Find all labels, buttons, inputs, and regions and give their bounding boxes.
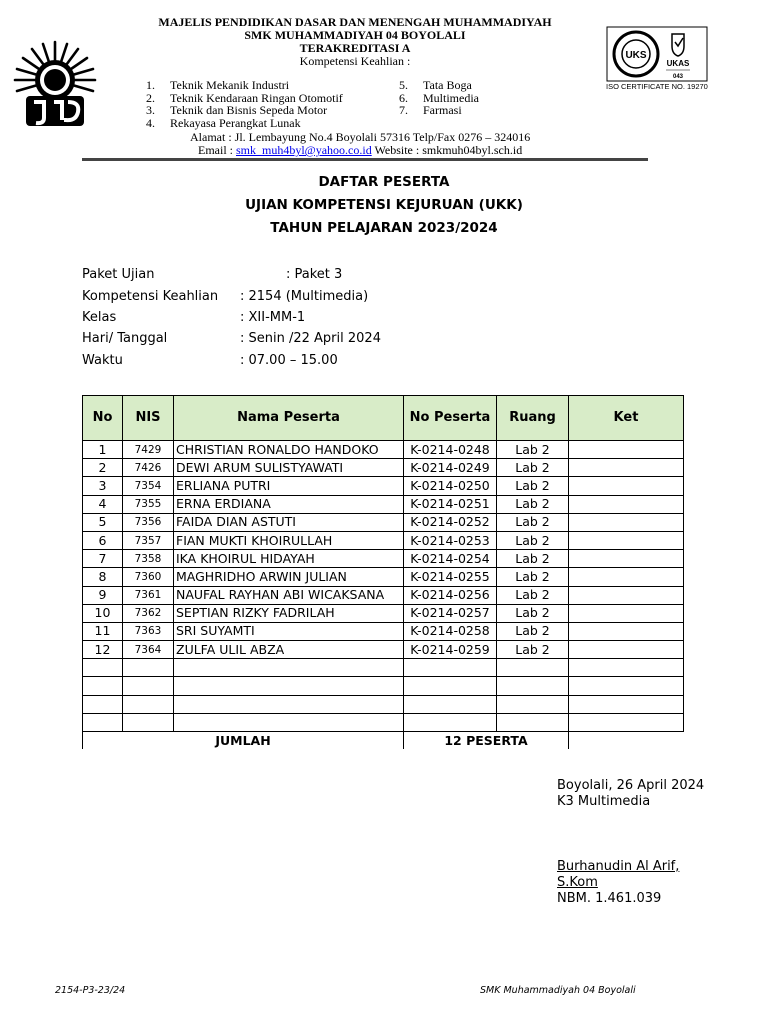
table-row [83,477,684,495]
empty-cell [174,659,404,677]
program-item: 7. Farmasi [399,103,462,117]
row-nama: FIAN MUKTI KHOIRULLAH [174,531,404,549]
row-no-peserta: K-0214-0252 [404,513,497,531]
row-ket [569,531,684,549]
iso-certification-badge [606,26,708,82]
row-no-peserta: K-0214-0254 [404,550,497,568]
time-label: Waktu [82,353,123,368]
row-no: 7 [83,550,123,568]
accreditation: TERAKREDITASI A [299,41,411,55]
empty-cell [569,713,684,731]
row-no: 2 [83,459,123,477]
col-header-nis: NIS [123,396,174,441]
program-item: 5. Tata Boga [399,78,472,92]
empty-cell [83,695,123,713]
row-nis: 7357 [123,531,174,549]
empty-cell [404,659,497,677]
empty-cell [123,713,174,731]
empty-cell [123,695,174,713]
row-ruang: Lab 2 [497,604,569,622]
table-row [83,586,684,604]
table-row [83,459,684,477]
program-item: 1. Teknik Mekanik Industri [146,78,290,92]
row-no-peserta: K-0214-0256 [404,586,497,604]
table-row [83,568,684,586]
kompetensi-label: Kompetensi Keahlian [82,289,219,304]
row-ket [569,550,684,568]
table-row [83,531,684,549]
row-nis: 7363 [123,622,174,640]
row-ket [569,441,684,459]
empty-cell [497,695,569,713]
row-no-peserta: K-0214-0250 [404,477,497,495]
org-name: MAJELIS PENDIDIKAN DASAR DAN MENENGAH MUHAMMADIYAH [158,15,552,29]
row-nama: FAIDA DIAN ASTUTI [174,513,404,531]
empty-cell [497,677,569,695]
paket-label: Paket Ujian [82,267,155,282]
col-header-no: No [83,396,123,441]
row-ket [569,641,684,659]
date-value: : Senin /22 April 2024 [240,331,381,346]
empty-cell [174,677,404,695]
row-no-peserta: K-0214-0251 [404,495,497,513]
row-no-peserta: K-0214-0253 [404,531,497,549]
programs-right-list [399,79,479,117]
ukas-label: UKAS [666,59,690,68]
program-item: 4. Rekayasa Perangkat Lunak [146,115,301,130]
row-nis: 7362 [123,604,174,622]
row-nis: 7356 [123,513,174,531]
row-ruang: Lab 2 [497,513,569,531]
empty-table-row [83,659,684,677]
signature-name: Burhanudin Al Arif, [557,859,680,874]
school-address: Alamat : Jl. Lembayung No.4 Boyolali 57316 Telp/Fax 0276 – 324016 [190,130,531,144]
row-nama: ERLIANA PUTRI [174,477,404,495]
row-no-peserta: K-0214-0255 [404,568,497,586]
row-ket [569,477,684,495]
row-nama: ZULFA ULIL ABZA [174,641,404,659]
row-no-peserta: K-0214-0258 [404,622,497,640]
school-contact: Email : smk_muh4byl@yahoo.co.id Website : smkmuh04byl.sch.id [198,143,523,157]
row-nis: 7364 [123,641,174,659]
empty-cell [174,713,404,731]
row-ruang: Lab 2 [497,550,569,568]
row-no: 9 [83,586,123,604]
table-header-row [83,396,684,441]
program-item: 3. Teknik dan Bisnis Sepeda Motor [146,103,328,117]
row-ruang: Lab 2 [497,568,569,586]
empty-cell [569,695,684,713]
row-no: 6 [83,531,123,549]
row-nama: SEPTIAN RIZKY FADRILAH [174,604,404,622]
program-item: 6. Multimedia [399,90,479,105]
col-header-nama: Nama Peserta [174,396,404,441]
signature-nbm: NBM. 1.461.039 [557,891,662,906]
empty-cell [123,677,174,695]
empty-cell [123,659,174,677]
row-no-peserta: K-0214-0259 [404,641,497,659]
email-link[interactable]: smk_muh4byl@yahoo.co.id [236,143,372,157]
signature-place-date: Boyolali, 26 April 2024 [557,778,705,793]
row-ruang: Lab 2 [497,459,569,477]
row-nis: 7360 [123,568,174,586]
row-ruang: Lab 2 [497,531,569,549]
table-row [83,513,684,531]
doc-year: TAHUN PELAJARAN 2023/2024 [270,220,498,236]
row-nama: MAGHRIDHO ARWIN JULIAN [174,568,404,586]
row-ket [569,513,684,531]
row-nama: DEWI ARUM SULISTYAWATI [174,459,404,477]
row-ruang: Lab 2 [497,586,569,604]
total-row [83,732,684,750]
kompetensi-value: : 2154 (Multimedia) [240,289,369,304]
row-ruang: Lab 2 [497,622,569,640]
programs-left-list [146,79,343,129]
row-no-peserta: K-0214-0248 [404,441,497,459]
doc-subtitle: UJIAN KOMPETENSI KEJURUAN (UKK) [245,197,523,213]
empty-cell [404,695,497,713]
website-text: smkmuh04byl.sch.id [422,143,523,157]
table-body [83,441,684,750]
participants-table [82,395,684,749]
row-no-peserta: K-0214-0249 [404,459,497,477]
empty-cell [404,677,497,695]
school-name: SMK MUHAMMADIYAH 04 BOYOLALI [244,28,466,42]
table-row [83,641,684,659]
empty-cell [83,659,123,677]
row-nama: CHRISTIAN RONALDO HANDOKO [174,441,404,459]
empty-cell [404,713,497,731]
table-row [83,495,684,513]
table-row [83,441,684,459]
kelas-label: Kelas [82,310,117,325]
row-nis: 7358 [123,550,174,568]
empty-cell [83,677,123,695]
row-ruang: Lab 2 [497,495,569,513]
col-header-no-peserta: No Peserta [404,396,497,441]
total-label: JUMLAH [83,732,404,750]
empty-cell [497,659,569,677]
row-nama: SRI SUYAMTI [174,622,404,640]
table-row [83,622,684,640]
signature-degree: S.Kom [557,875,598,890]
header-divider [82,158,648,161]
row-no-peserta: K-0214-0257 [404,604,497,622]
row-nis: 7361 [123,586,174,604]
row-no: 4 [83,495,123,513]
program-item: 2. Teknik Kendaraan Ringan Otomotif [146,90,343,105]
row-no: 1 [83,441,123,459]
row-nama: IKA KHOIRUL HIDAYAH [174,550,404,568]
row-no: 12 [83,641,123,659]
total-value: 12 PESERTA [404,732,569,750]
row-ket [569,495,684,513]
kelas-value: : XII-MM-1 [240,310,306,325]
col-header-ruang: Ruang [497,396,569,441]
row-nama: NAUFAL RAYHAN ABI WICAKSANA [174,586,404,604]
row-nis: 7429 [123,441,174,459]
row-ruang: Lab 2 [497,641,569,659]
paket-value: : Paket 3 [286,267,343,282]
row-ket [569,586,684,604]
row-ruang: Lab 2 [497,441,569,459]
empty-cell [569,659,684,677]
empty-table-row [83,695,684,713]
empty-cell [174,695,404,713]
row-nis: 7426 [123,459,174,477]
doc-title: DAFTAR PESERTA [318,174,450,190]
iso-certificate-number: ISO CERTIFICATE NO. 19270 [606,82,708,91]
empty-cell [497,713,569,731]
row-ket [569,568,684,586]
empty-cell [569,677,684,695]
svg-text:UKS: UKS [625,50,647,61]
competency-label: Kompetensi Keahlian : [299,54,411,68]
date-label: Hari/ Tanggal [82,331,168,346]
empty-table-row [83,677,684,695]
footer-school: SMK Muhammadiyah 04 Boyolali [480,985,636,996]
time-value: : 07.00 – 15.00 [240,353,338,368]
empty-table-row [83,713,684,731]
row-no: 5 [83,513,123,531]
table-row [83,550,684,568]
ukas-number: 043 [672,74,684,80]
row-ket [569,604,684,622]
row-ket [569,622,684,640]
total-ket-cell [569,732,684,750]
table-row [83,604,684,622]
row-no: 8 [83,568,123,586]
row-ket [569,459,684,477]
col-header-ket: Ket [569,396,684,441]
row-no: 10 [83,604,123,622]
empty-cell [83,713,123,731]
row-ruang: Lab 2 [497,477,569,495]
footer-code: 2154-P3-23/24 [55,985,126,996]
row-nis: 7355 [123,495,174,513]
row-nama: ERNA ERDIANA [174,495,404,513]
row-no: 11 [83,622,123,640]
signature-role: K3 Multimedia [557,794,651,809]
row-nis: 7354 [123,477,174,495]
row-no: 3 [83,477,123,495]
